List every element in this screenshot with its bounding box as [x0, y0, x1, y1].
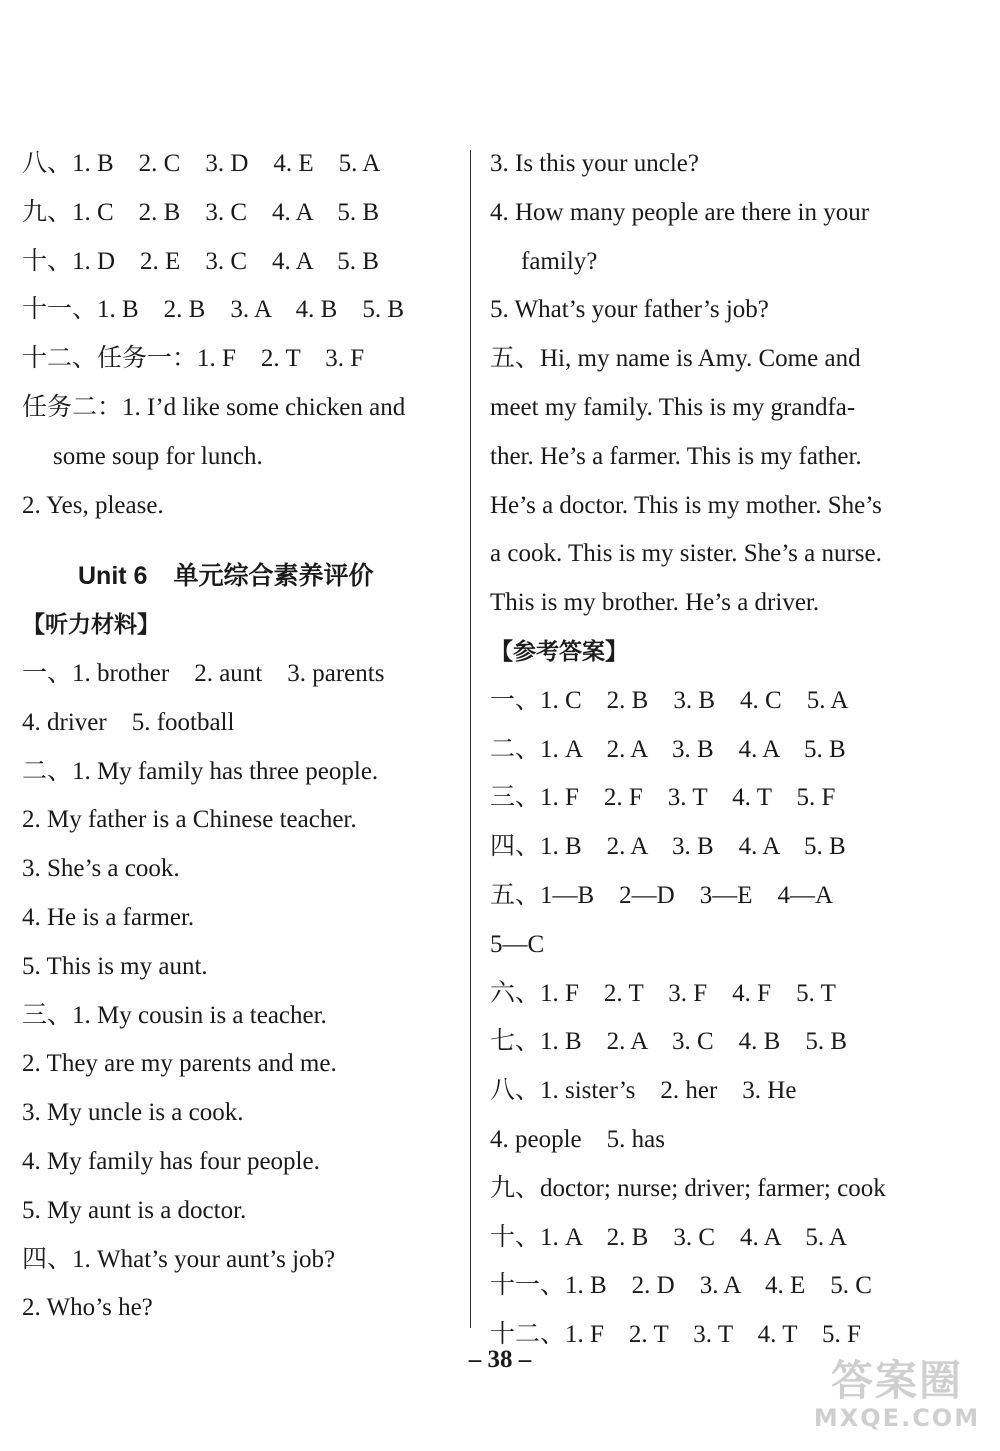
listening-line: 3. My uncle is a cook. — [22, 1099, 244, 1127]
answer-line: 四、1. B 2. A 3. B 4. A 5. B — [490, 833, 846, 861]
listening-line: 4. driver 5. football — [22, 708, 235, 736]
answer-line: 六、1. F 2. T 3. F 4. F 5. T — [490, 979, 836, 1007]
unit-title: 单元综合素养评价 — [173, 562, 374, 591]
listening-line: 三、1. My cousin is a teacher. — [22, 1001, 327, 1029]
answer-line: 九、doctor; nurse; driver; farmer; cook — [490, 1174, 886, 1202]
passage-line: ther. He’s a farmer. This is my father. — [490, 442, 862, 470]
listening-line: 2. Who’s he? — [22, 1294, 153, 1322]
listening-line: 5. What’s your father’s job? — [490, 296, 769, 324]
listening-label: 【听力材料】 — [22, 612, 160, 639]
answer-line: 二、1. A 2. A 3. B 4. A 5. B — [490, 735, 846, 763]
answer-line: 5—C — [490, 930, 545, 958]
unit-number: Unit 6 — [78, 562, 148, 591]
answer-line: 2. Yes, please. — [22, 491, 164, 519]
listening-line: 2. They are my parents and me. — [22, 1050, 337, 1078]
answer-line: 十一、1. B 2. B 3. A 4. B 5. B — [22, 296, 404, 324]
answer-line: 一、1. C 2. B 3. B 4. C 5. A — [490, 686, 849, 714]
page-number: – 38 – — [468, 1346, 532, 1373]
listening-line: 5. My aunt is a doctor. — [22, 1196, 247, 1224]
answer-line: 三、1. F 2. F 3. T 4. T 5. F — [490, 784, 836, 812]
passage-line: This is my brother. He’s a driver. — [490, 589, 820, 617]
answer-line: 十、1. A 2. B 3. C 4. A 5. A — [490, 1223, 847, 1251]
listening-line: 2. My father is a Chinese teacher. — [22, 806, 357, 834]
unit-heading — [22, 552, 452, 601]
answer-line: 九、1. C 2. B 3. C 4. A 5. B — [22, 198, 379, 226]
listening-line: 4. He is a farmer. — [22, 903, 195, 931]
listening-line: 二、1. My family has three people. — [22, 757, 379, 785]
listening-line: 4. My family has four people. — [22, 1147, 320, 1175]
listening-line: 3. Is this your uncle? — [490, 150, 699, 177]
passage-line: meet my family. This is my grandfa- — [490, 393, 856, 421]
listening-line: 3. She’s a cook. — [22, 855, 180, 883]
listening-line: family? — [521, 247, 598, 275]
passage-line: 五、Hi, my name is Amy. Come and — [490, 345, 861, 373]
watermark-text: 答案圈 — [830, 1356, 963, 1405]
listening-line: 四、1. What’s your aunt’s job? — [22, 1245, 336, 1273]
watermark-url: MXQE.COM — [813, 1404, 981, 1432]
listening-line: 4. How many people are there in your — [490, 198, 870, 226]
passage-line: a cook. This is my sister. She’s a nurse. — [490, 540, 882, 568]
answer-line: 4. people 5. has — [490, 1125, 665, 1153]
left-column — [22, 140, 452, 1333]
watermark-logo — [812, 1357, 982, 1437]
answer-line: 十、1. D 2. E 3. C 4. A 5. B — [22, 247, 379, 275]
answer-line: 十一、1. B 2. D 3. A 4. E 5. C — [490, 1272, 872, 1300]
answer-line: 十二、任务一：1. F 2. T 3. F — [22, 345, 365, 373]
answer-line: 十二、1. F 2. T 3. T 4. T 5. F — [490, 1321, 861, 1349]
answer-line: 七、1. B 2. A 3. C 4. B 5. B — [490, 1028, 847, 1056]
passage-line: He’s a doctor. This is my mother. She’s — [490, 491, 882, 519]
answer-line: 八、1. B 2. C 3. D 4. E 5. A — [22, 150, 381, 177]
listening-line: 5. This is my aunt. — [22, 952, 208, 980]
answer-line: 八、1. sister’s 2. her 3. He — [490, 1077, 797, 1105]
answers-label: 【参考答案】 — [490, 638, 628, 665]
answer-line: 任务二：1. I’d like some chicken and — [22, 393, 406, 421]
right-column — [490, 140, 930, 1360]
answer-line: some soup for lunch. — [53, 442, 263, 470]
listening-line: 一、1. brother 2. aunt 3. parents — [22, 659, 385, 687]
answer-line: 五、1—B 2—D 3—E 4—A — [490, 881, 834, 909]
column-divider — [470, 150, 471, 1328]
